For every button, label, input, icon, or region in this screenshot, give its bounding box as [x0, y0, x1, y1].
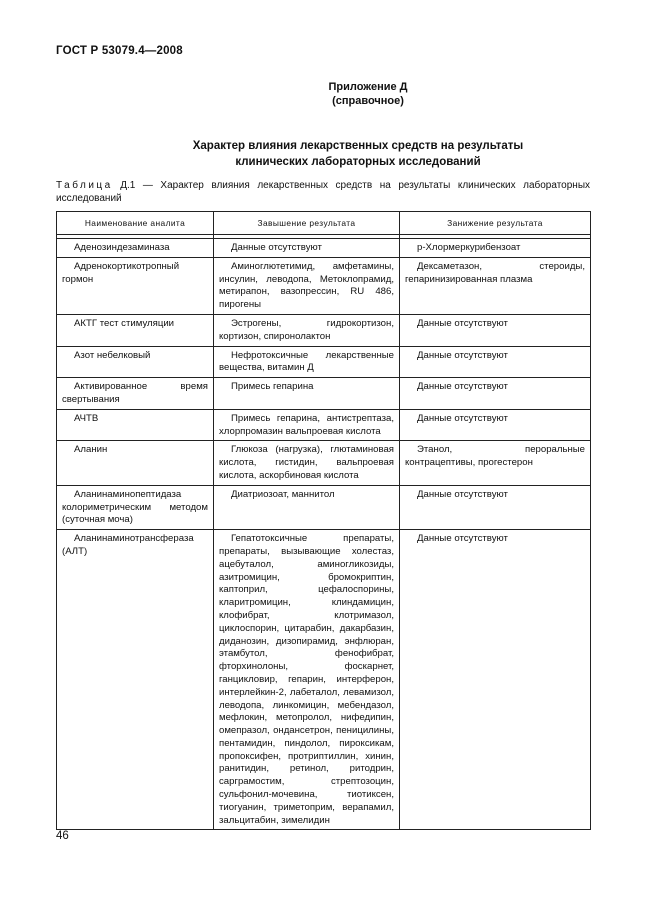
analyte-cell-text: АКТГ тест стимуляции — [74, 317, 175, 329]
table-row — [57, 409, 591, 441]
analyte-cell — [57, 257, 214, 314]
decrease-cell — [400, 257, 591, 314]
increase-cell-text: Диатриозоат, маннитол — [231, 488, 335, 500]
increase-cell-text: Эстрогены, гидрокортизон, кортизон, спиронолактон — [219, 317, 394, 342]
decrease-cell-text: Данные отсутствуют — [417, 381, 508, 393]
increase-cell — [214, 530, 400, 830]
increase-cell-text: Примесь гепарина — [231, 381, 314, 393]
table-row — [57, 346, 591, 378]
increase-cell-text: Аминоглютетимид, амфетамины, инсулин, леводопа, Метоклопрамид, метирапон, вазопрессин, RU 486, пирогены — [219, 260, 394, 311]
decrease-cell-text: Данные отсутствуют — [417, 488, 508, 500]
appendix-title-block — [0, 80, 646, 108]
increase-cell — [214, 239, 400, 258]
table-row — [57, 485, 591, 529]
analyte-cell-text: Аланинаминотрансфераза (АЛТ) — [62, 533, 194, 557]
decrease-cell — [400, 239, 591, 258]
increase-cell-text: Данные отсутствуют — [231, 242, 322, 253]
analyte-cell — [57, 346, 214, 378]
table-row — [57, 314, 591, 346]
analyte-cell-text: АЧТВ — [74, 412, 99, 424]
table-row — [57, 441, 591, 485]
column-header-increase: Завышение результата — [214, 212, 400, 235]
decrease-cell-text: p-Хлормеркурибензоат — [417, 242, 521, 253]
table-header-row — [57, 212, 591, 235]
increase-cell — [214, 378, 400, 410]
appendix-subtitle: (справочное) — [332, 95, 404, 107]
standard-number: ГОСТ Р 53079.4—2008 — [56, 45, 183, 57]
table-row — [57, 378, 591, 410]
analyte-cell-text: Аланин — [74, 444, 108, 456]
analyte-cell — [57, 530, 214, 830]
increase-cell-text: Гепатотоксичные препараты, препараты, вызывающие холестаз, ацебуталол, аминогликозиды, азитромицин, бромокриптин, каптоприл, цефалоспорины, кларитромицин, клиндамицин, клофибрат, клотримазол, циклоспорин, цитарабин, дакарбазин, диданозин, дизопирамид, энфлюран, этамбутол, фенофибрат, фторхинолоны, фоскарнет, ганцикловир, гепарин, интерферон, интерлейкин-2, лабеталол, левамизол, леводопа, линкомицин, мебендазол, мефлокин, метопролол, нифедипин, омепразол, ондансетрон, пеницилины, пентамидин, пиндолол, пироксикам, пропоксифен, протриптиллин, хинин, ранитидин, ретинол, ритодрин, сарграмостим, стрептозоцин, сульфонил-мочевина, тиотиксен, тиогуанин, триметоприм, верапамил, зальцитабин, зимелидин — [219, 533, 394, 826]
increase-cell-text: Примесь гепарина, антистрептаза, хлорпромазин вальпроевая кислота — [219, 412, 394, 437]
table-row — [57, 239, 591, 258]
analyte-cell — [57, 314, 214, 346]
increase-cell-text: Глюкоза (нагрузка), глютаминовая кислота, гистидин, вальпроевая кислота, аскорбиновая кислота — [219, 444, 394, 481]
table-caption — [56, 180, 590, 205]
increase-cell — [214, 485, 400, 529]
decrease-cell — [400, 378, 591, 410]
table-caption-label: Таблица — [56, 180, 113, 191]
drug-effects-table — [56, 211, 591, 830]
analyte-cell — [57, 239, 214, 258]
analyte-cell-text: Адренокортикотропный гормон — [62, 260, 180, 285]
page-number: 46 — [56, 830, 69, 842]
table-row — [57, 257, 591, 314]
increase-cell — [214, 314, 400, 346]
column-header-analyte: Наименование аналита — [57, 212, 214, 235]
analyte-cell — [57, 378, 214, 410]
decrease-cell-text: Данные отсутствуют — [417, 412, 508, 424]
analyte-cell-text: Азот небелковый — [74, 349, 151, 361]
heading-line-2: клинических лабораторных исследований — [235, 156, 481, 168]
analyte-cell-text: Аланинаминопептидаза колориметрическим методом (суточная моча) — [62, 488, 208, 526]
decrease-cell — [400, 530, 591, 830]
increase-cell — [214, 346, 400, 378]
increase-cell — [214, 257, 400, 314]
analyte-cell — [57, 485, 214, 529]
decrease-cell — [400, 409, 591, 441]
decrease-cell — [400, 441, 591, 485]
decrease-cell-text: Этанол, пероральные контрацептивы, прогестерон — [405, 444, 585, 469]
appendix-title: Приложение Д — [328, 81, 408, 93]
decrease-cell-text: Дексаметазон, стероиды, гепаринизированная плазма — [405, 260, 585, 285]
increase-cell — [214, 441, 400, 485]
analyte-cell-text: Аденозиндезаминаза — [74, 242, 170, 253]
analyte-cell — [57, 409, 214, 441]
analyte-cell-text: Активированное время свертывания — [62, 381, 208, 405]
decrease-cell — [400, 485, 591, 529]
decrease-cell-text: Данные отсутствуют — [417, 317, 508, 329]
decrease-cell-text: Данные отсутствуют — [417, 533, 508, 545]
decrease-cell — [400, 346, 591, 378]
decrease-cell-text: Данные отсутствуют — [417, 349, 508, 361]
decrease-cell — [400, 314, 591, 346]
increase-cell — [214, 409, 400, 441]
table-caption-text: Д.1 — Характер влияния лекарственных средств на результаты клинических лабораторных исследований — [56, 180, 591, 204]
increase-cell-text: Нефротоксичные лекарственные вещества, витамин Д — [219, 349, 394, 374]
heading-line-1: Характер влияния лекарственных средств на результаты — [192, 140, 524, 152]
table-row — [57, 530, 591, 830]
analyte-cell — [57, 441, 214, 485]
section-heading — [0, 138, 646, 170]
column-header-decrease: Занижение результата — [400, 212, 591, 235]
